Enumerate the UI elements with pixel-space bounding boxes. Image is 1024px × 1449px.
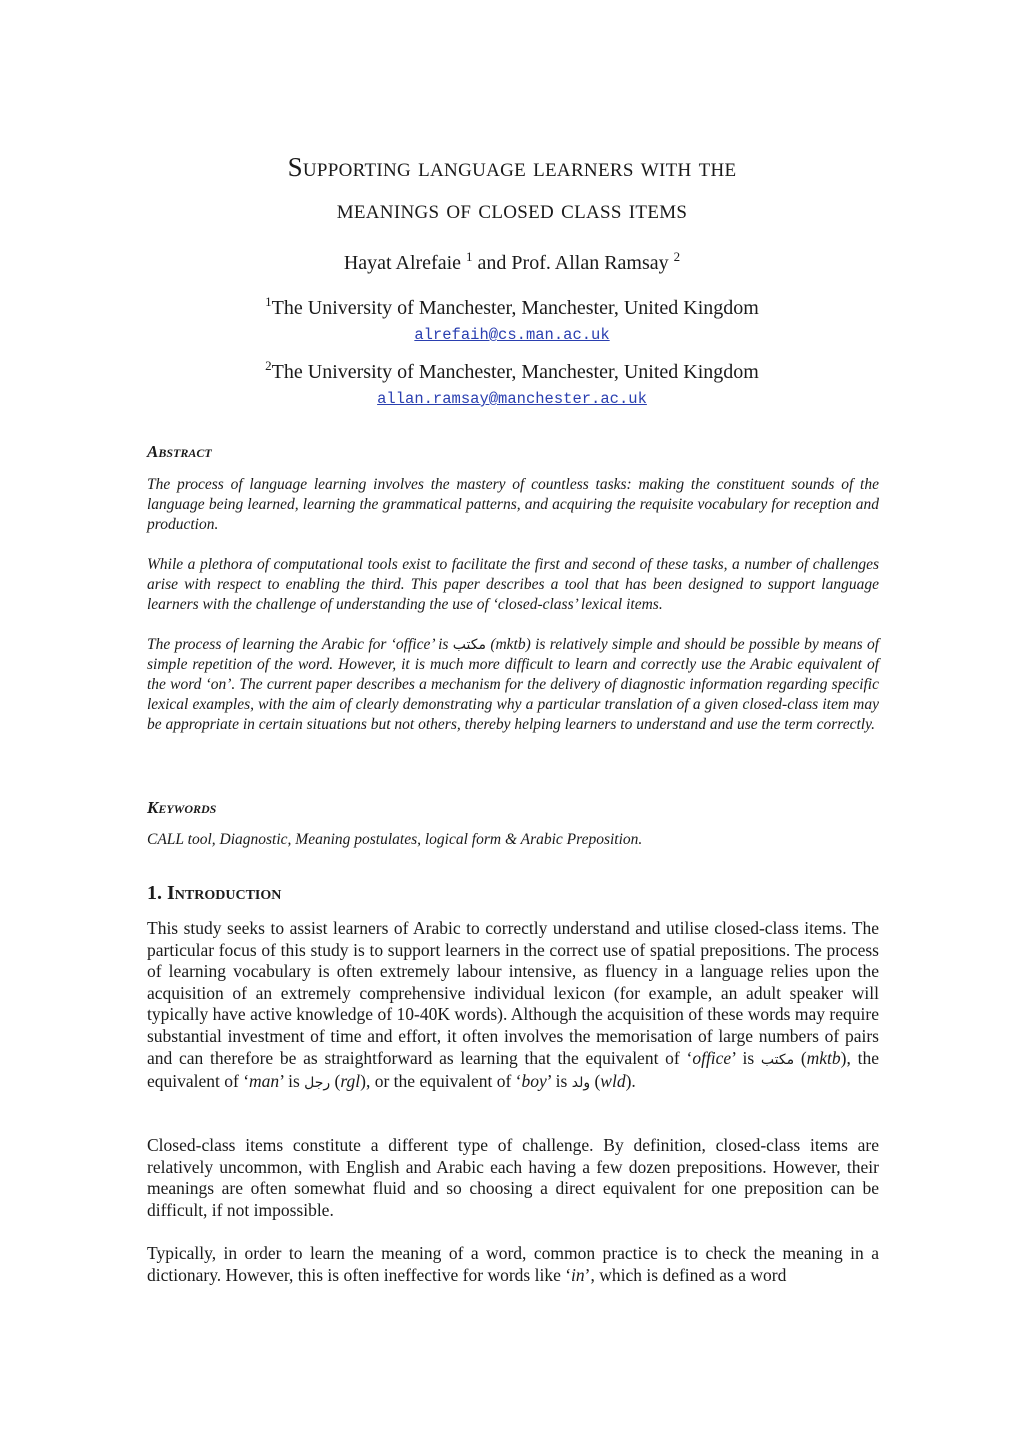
abstract-paragraph-2: While a plethora of computational tools exist to facilitate the first and second of these tasks, a number of challenges arise with respect to enabling the third. This paper describes a tool that has been designed to support language learners with the challenge of understanding the use of ‘closed-class’ lexical items.	[147, 556, 879, 613]
arabic-word-mktb: مكتب	[760, 1051, 795, 1068]
intro-p1-end: ).	[625, 1071, 636, 1092]
intro-p1-is-3: ’ is	[546, 1071, 568, 1092]
affiliation-2-marker: 2	[265, 358, 272, 373]
abstract-heading: Abstract	[147, 442, 212, 461]
intro-p1-text-2: ), the equivalent of ‘	[147, 1047, 879, 1092]
email-link-2[interactable]: allan.ramsay@manchester.ac.uk	[377, 390, 647, 408]
arabic-word-wld: ولد	[571, 1075, 591, 1092]
affiliation-1-text: The University of Manchester, Manchester, United Kingdom	[271, 297, 759, 319]
paper-title	[120, 146, 904, 230]
intro-p1-paren-1: (	[800, 1047, 807, 1068]
intro-paragraph-2: Closed-class items constitute a different type of challenge. By definition, closed-class items are relatively uncommon, with English and Arabic each having a few dozen prepositions. However, their meanings are often somewhat fluid and so choosing a direct equivalent for one preposition can be difficult, if not impossible.	[147, 1135, 879, 1220]
intro-p1-office: office	[692, 1047, 732, 1068]
intro-p1-rgl: rgl	[340, 1071, 361, 1092]
intro-p3-in: in	[571, 1264, 585, 1285]
abstract-p3-rest: (mktb) is relatively simple and should be possible by means of simple repetition of the word. However, it is much more difficult to learn and correctly use the Arabic equivalent of the word ‘on’. The current paper describes a mechanism for the delivery of diagnostic information regarding specific lexical examples, with the aim of clearly demonstrating why a particular translation of a given closed-class item may be appropriate in certain situations but not others, thereby helping learners to understand and use the term correctly.	[147, 636, 880, 733]
intro-p1-is-2: ’ is	[279, 1071, 300, 1092]
email-link-1[interactable]: alrefaih@cs.man.ac.uk	[414, 326, 610, 344]
intro-p1-man: man	[249, 1071, 280, 1092]
intro-p1-wld: wld	[600, 1071, 626, 1092]
author-connector: and	[477, 252, 507, 274]
intro-p3-end: ’, which is defined as a word	[584, 1264, 787, 1285]
intro-paragraph-3	[147, 1243, 879, 1286]
title-line-2: meanings of closed class items	[336, 194, 688, 224]
intro-p1-text-3: ), or the equivalent of ‘	[360, 1071, 522, 1092]
intro-p1-boy: boy	[521, 1071, 547, 1092]
keywords-text: CALL tool, Diagnostic, Meaning postulates, logical form & Arabic Preposition.	[147, 831, 643, 848]
title-line-1: Supporting language learners with the	[287, 152, 737, 182]
author-2-marker: 2	[673, 249, 681, 264]
affiliation-2	[0, 353, 1024, 385]
introduction-heading: 1. Introduction	[147, 882, 282, 904]
keywords-heading: Keywords	[147, 798, 217, 817]
intro-p1-is-1: ’ is	[731, 1047, 755, 1068]
intro-paragraph-1	[147, 918, 879, 1095]
affiliation-1	[0, 289, 1024, 321]
abstract-paragraph-3	[147, 635, 879, 735]
affiliation-1-marker: 1	[265, 294, 272, 309]
author-1-name: Hayat Alrefaie	[343, 252, 462, 274]
intro-p1-text: This study seeks to assist learners of Arabic to correctly understand and utilise closed-class items. The particular focus of this study is to support learners in the correct use of spatial prepositions. The process of learning vocabulary is often extremely labour intensive, as fluency in a language relies upon the acquisition of an extremely comprehensive individual lexicon (for example, an adult speaker will typically have active knowledge of 10-40K words). Although the acquisition of these words may require substantial investment of time and effort, it often involves the memorisation of large numbers of pairs and can therefore be as straightforward as learning that the equivalent of ‘	[147, 918, 879, 1068]
intro-p1-paren-3: (	[594, 1071, 601, 1092]
abstract-p3-start: The process of learning the Arabic for ‘office’ is	[147, 636, 449, 653]
author-2-name: Prof. Allan Ramsay	[511, 252, 669, 274]
arabic-word-rgl: رجل	[304, 1075, 331, 1092]
affiliation-2-text: The University of Manchester, Manchester, United Kingdom	[271, 361, 759, 383]
intro-p3-text: Typically, in order to learn the meaning of a word, common practice is to check the meaning in a dictionary. However, this is often ineffective for words like ‘	[147, 1243, 879, 1285]
author-line	[0, 243, 1024, 277]
arabic-word-office: مكتب	[452, 637, 486, 653]
intro-p1-paren-2: (	[334, 1071, 341, 1092]
author-1-marker: 1	[466, 249, 473, 264]
intro-p1-mktb: mktb	[806, 1047, 841, 1068]
abstract-paragraph-1: The process of language learning involves the mastery of countless tasks: making the constituent sounds of the language being learned, learning the grammatical patterns, and acquiring the requisite vocabulary for reception and production.	[147, 476, 879, 533]
